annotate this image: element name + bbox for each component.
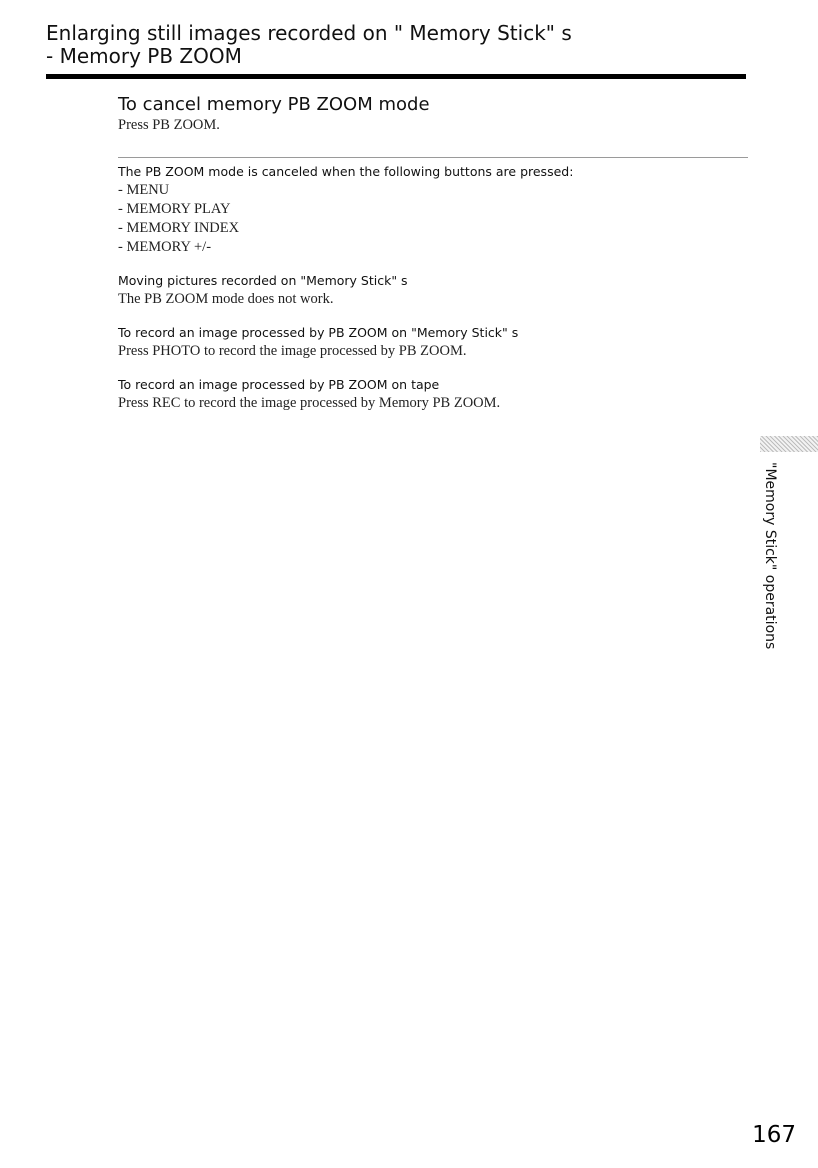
moving-body: The PB ZOOM mode does not work. (118, 291, 334, 307)
main-content (118, 94, 748, 413)
list-item: - MEMORY INDEX (118, 220, 240, 236)
list-item: - MEMORY +/- (118, 239, 212, 255)
record-tape-note (118, 376, 748, 413)
header-divider (46, 74, 746, 79)
record-stick-heading: To record an image processed by PB ZOOM on "Memory Stick" s (118, 325, 519, 340)
canceled-heading: The PB ZOOM mode is canceled when the following buttons are pressed: (118, 164, 574, 179)
record-stick-body: Press PHOTO to record the image processed by PB ZOOM. (118, 343, 467, 359)
side-tab-label: "Memory Stick" operations (762, 462, 778, 650)
page-number: 167 (752, 1122, 796, 1148)
page-title (46, 22, 746, 68)
side-tab-pattern (760, 436, 818, 452)
list-item: - MENU (118, 182, 170, 198)
page-title-line-1: Enlarging still images recorded on " Memory Stick" s (46, 21, 572, 45)
moving-heading: Moving pictures recorded on "Memory Stick" s (118, 273, 408, 288)
list-item: - MEMORY PLAY (118, 201, 231, 217)
record-tape-body: Press REC to record the image processed by Memory PB ZOOM. (118, 395, 501, 411)
record-tape-heading: To record an image processed by PB ZOOM on tape (118, 377, 440, 392)
cancel-heading: To cancel memory PB ZOOM mode (118, 94, 430, 115)
record-stick-note (118, 324, 748, 361)
page-title-line-2: - Memory PB ZOOM (46, 44, 242, 68)
notes-divider (118, 157, 748, 158)
cancel-body: Press PB ZOOM. (118, 117, 220, 133)
moving-note (118, 272, 748, 309)
button-list (118, 181, 748, 257)
canceled-note (118, 163, 748, 257)
notes-section (118, 163, 748, 413)
